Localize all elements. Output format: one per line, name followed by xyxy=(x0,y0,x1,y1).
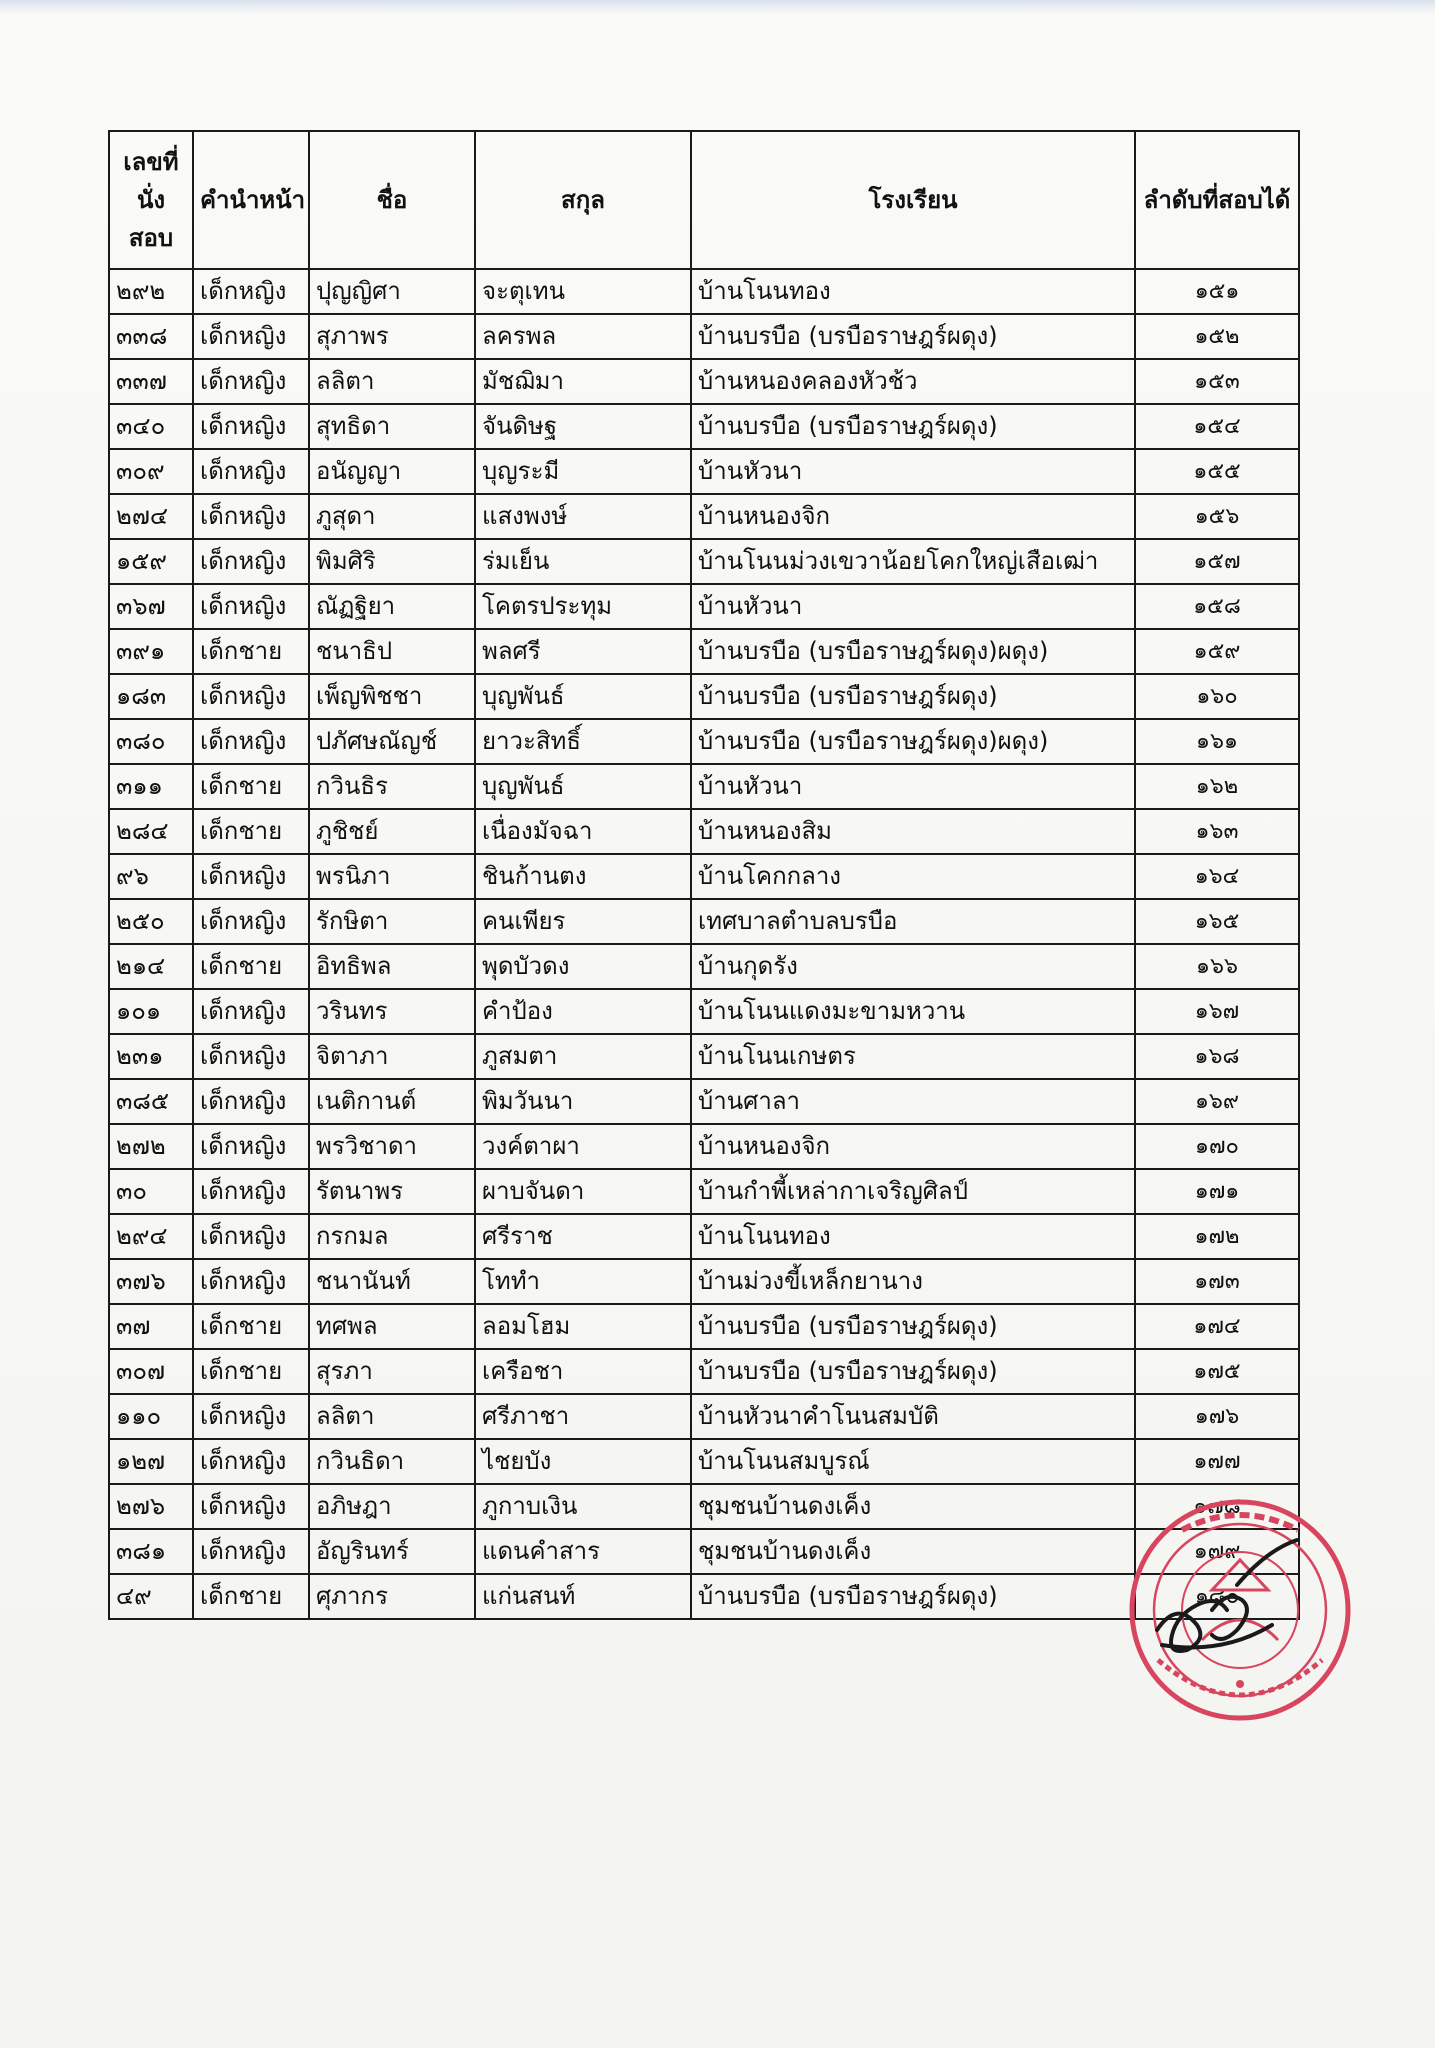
title-cell: เด็กหญิง xyxy=(193,404,309,449)
surname-cell: บุญพันธ์ xyxy=(475,764,691,809)
rank-cell: ๑๖๕ xyxy=(1135,899,1299,944)
name-cell: อนัญญา xyxy=(309,449,475,494)
school-cell: ชุมชนบ้านดงเค็ง xyxy=(691,1529,1135,1574)
rank-cell: ๑๖๘ xyxy=(1135,1034,1299,1079)
rank-cell: ๑๖๑ xyxy=(1135,719,1299,764)
table-header-row xyxy=(109,131,1299,269)
surname-cell: ศรีราช xyxy=(475,1214,691,1259)
seat-number-cell: ๒๘๔ xyxy=(109,809,193,854)
rank-cell: ๑๕๘ xyxy=(1135,584,1299,629)
title-cell: เด็กหญิง xyxy=(193,584,309,629)
school-cell: บ้านม่วงขี้เหล็กยานาง xyxy=(691,1259,1135,1304)
surname-cell: โคตรประทุม xyxy=(475,584,691,629)
seat-number-cell: ๒๓๑ xyxy=(109,1034,193,1079)
seat-number-cell: ๑๑๐ xyxy=(109,1394,193,1439)
name-cell: ปภัศษณัญช์ xyxy=(309,719,475,764)
table-row xyxy=(109,809,1299,854)
rank-cell: ๑๖๙ xyxy=(1135,1079,1299,1124)
table-row xyxy=(109,854,1299,899)
table-body xyxy=(109,269,1299,1619)
school-cell: บ้านบรบือ (บรบือราษฎร์ผดุง) xyxy=(691,314,1135,359)
name-cell: อิทธิพล xyxy=(309,944,475,989)
title-cell: เด็กหญิง xyxy=(193,1439,309,1484)
table-row xyxy=(109,1214,1299,1259)
title-cell: เด็กชาย xyxy=(193,1349,309,1394)
surname-cell: ศรีภาชา xyxy=(475,1394,691,1439)
seat-number-cell: ๓๐๙ xyxy=(109,449,193,494)
seat-number-cell: ๓๔๐ xyxy=(109,404,193,449)
seat-number-cell: ๑๕๙ xyxy=(109,539,193,584)
rank-cell: ๑๖๓ xyxy=(1135,809,1299,854)
surname-cell: แดนคำสาร xyxy=(475,1529,691,1574)
seat-number-cell: ๓๘๑ xyxy=(109,1529,193,1574)
title-cell: เด็กหญิง xyxy=(193,1484,309,1529)
surname-cell: บุญพันธ์ xyxy=(475,674,691,719)
title-cell: เด็กชาย xyxy=(193,629,309,674)
title-cell: เด็กหญิง xyxy=(193,899,309,944)
table-row xyxy=(109,269,1299,314)
name-cell: ทศพล xyxy=(309,1304,475,1349)
school-cell: บ้านบรบือ (บรบือราษฎร์ผดุง)ผดุง) xyxy=(691,719,1135,764)
rank-cell: ๑๗๙ xyxy=(1135,1529,1299,1574)
title-cell: เด็กหญิง xyxy=(193,494,309,539)
surname-cell: บุญระมี xyxy=(475,449,691,494)
rank-cell: ๑๗๒ xyxy=(1135,1214,1299,1259)
seat-number-cell: ๓๐ xyxy=(109,1169,193,1214)
rank-cell: ๑๖๔ xyxy=(1135,854,1299,899)
seat-number-cell: ๑๒๗ xyxy=(109,1439,193,1484)
table-row xyxy=(109,494,1299,539)
title-cell: เด็กหญิง xyxy=(193,1034,309,1079)
title-cell: เด็กหญิง xyxy=(193,269,309,314)
surname-cell: แสงพงษ์ xyxy=(475,494,691,539)
title-cell: เด็กหญิง xyxy=(193,1259,309,1304)
table-row xyxy=(109,1439,1299,1484)
name-cell: ชนานันท์ xyxy=(309,1259,475,1304)
seat-number-cell: ๙๖ xyxy=(109,854,193,899)
school-cell: บ้านหัวนาคำโนนสมบัติ xyxy=(691,1394,1135,1439)
seat-number-cell: ๒๕๐ xyxy=(109,899,193,944)
header-name: ชื่อ xyxy=(309,131,475,269)
title-cell: เด็กหญิง xyxy=(193,674,309,719)
name-cell: กวินธิร xyxy=(309,764,475,809)
title-cell: เด็กชาย xyxy=(193,764,309,809)
name-cell: พรนิภา xyxy=(309,854,475,899)
rank-cell: ๑๖๐ xyxy=(1135,674,1299,719)
school-cell: บ้านกุดรัง xyxy=(691,944,1135,989)
rank-cell: ๑๕๔ xyxy=(1135,404,1299,449)
table-row xyxy=(109,629,1299,674)
table-row xyxy=(109,764,1299,809)
surname-cell: พุดบัวดง xyxy=(475,944,691,989)
school-cell: บ้านศาลา xyxy=(691,1079,1135,1124)
surname-cell: โททำ xyxy=(475,1259,691,1304)
surname-cell: ไชยบัง xyxy=(475,1439,691,1484)
seat-number-cell: ๓๑๑ xyxy=(109,764,193,809)
seat-number-cell: ๓๓๗ xyxy=(109,359,193,404)
surname-cell: คำป้อง xyxy=(475,989,691,1034)
rank-cell: ๑๗๑ xyxy=(1135,1169,1299,1214)
table-row xyxy=(109,1484,1299,1529)
header-surname: สกุล xyxy=(475,131,691,269)
name-cell: ณัฏฐิยา xyxy=(309,584,475,629)
surname-cell: คนเพียร xyxy=(475,899,691,944)
title-cell: เด็กหญิง xyxy=(193,359,309,404)
name-cell: เพ็ญพิชชา xyxy=(309,674,475,719)
title-cell: เด็กหญิง xyxy=(193,1079,309,1124)
seat-number-cell: ๑๘๓ xyxy=(109,674,193,719)
title-cell: เด็กหญิง xyxy=(193,1214,309,1259)
school-cell: บ้านหนองจิก xyxy=(691,1124,1135,1169)
school-cell: บ้านหนองคลองหัวช้ว xyxy=(691,359,1135,404)
rank-cell: ๑๗๗ xyxy=(1135,1439,1299,1484)
table-row xyxy=(109,1574,1299,1619)
title-cell: เด็กหญิง xyxy=(193,989,309,1034)
surname-cell: วงค์ตาผา xyxy=(475,1124,691,1169)
seat-number-cell: ๒๑๔ xyxy=(109,944,193,989)
table-row xyxy=(109,1394,1299,1439)
rank-cell: ๑๗๐ xyxy=(1135,1124,1299,1169)
seat-number-cell: ๓๘๕ xyxy=(109,1079,193,1124)
rank-cell: ๑๗๖ xyxy=(1135,1394,1299,1439)
surname-cell: เครือชา xyxy=(475,1349,691,1394)
table-row xyxy=(109,1529,1299,1574)
title-cell: เด็กชาย xyxy=(193,1574,309,1619)
seat-number-cell: ๓๐๗ xyxy=(109,1349,193,1394)
table-row xyxy=(109,1349,1299,1394)
surname-cell: ภูกาบเงิน xyxy=(475,1484,691,1529)
rank-cell: ๑๖๒ xyxy=(1135,764,1299,809)
title-cell: เด็กหญิง xyxy=(193,314,309,359)
name-cell: วรินทร xyxy=(309,989,475,1034)
rank-cell: ๑๖๖ xyxy=(1135,944,1299,989)
name-cell: รักษิตา xyxy=(309,899,475,944)
rank-cell: ๑๖๗ xyxy=(1135,989,1299,1034)
surname-cell: ยาวะสิทธิ์ xyxy=(475,719,691,764)
school-cell: บ้านกำพี้เหล่ากาเจริญศิลป์ xyxy=(691,1169,1135,1214)
seat-number-cell: ๓๓๘ xyxy=(109,314,193,359)
name-cell: พิมศิริ xyxy=(309,539,475,584)
name-cell: สุรภา xyxy=(309,1349,475,1394)
surname-cell: ร่มเย็น xyxy=(475,539,691,584)
table-row xyxy=(109,359,1299,404)
table-row xyxy=(109,1304,1299,1349)
name-cell: ลลิตา xyxy=(309,359,475,404)
school-cell: บ้านโนนทอง xyxy=(691,1214,1135,1259)
school-cell: บ้านบรบือ (บรบือราษฎร์ผดุง) xyxy=(691,404,1135,449)
school-cell: บ้านโคกกลาง xyxy=(691,854,1135,899)
surname-cell: จันดิษฐ xyxy=(475,404,691,449)
school-cell: บ้านบรบือ (บรบือราษฎร์ผดุง) xyxy=(691,1349,1135,1394)
name-cell: ลลิตา xyxy=(309,1394,475,1439)
school-cell: บ้านโนนทอง xyxy=(691,269,1135,314)
table-row xyxy=(109,719,1299,764)
title-cell: เด็กหญิง xyxy=(193,854,309,899)
title-cell: เด็กหญิง xyxy=(193,719,309,764)
school-cell: บ้านบรบือ (บรบือราษฎร์ผดุง)ผดุง) xyxy=(691,629,1135,674)
surname-cell: พิมวันนา xyxy=(475,1079,691,1124)
school-cell: บ้านโนนสมบูรณ์ xyxy=(691,1439,1135,1484)
seat-number-cell: ๓๙๑ xyxy=(109,629,193,674)
header-rank: ลำดับที่สอบได้ xyxy=(1135,131,1299,269)
rank-cell: ๑๗๔ xyxy=(1135,1304,1299,1349)
rank-cell: ๑๕๒ xyxy=(1135,314,1299,359)
rank-cell: ๑๕๓ xyxy=(1135,359,1299,404)
header-title: คำนำหน้า xyxy=(193,131,309,269)
name-cell: ปุญญิศา xyxy=(309,269,475,314)
table-row xyxy=(109,944,1299,989)
exam-results-table xyxy=(108,130,1300,1620)
table-row xyxy=(109,1259,1299,1304)
school-cell: บ้านบรบือ (บรบือราษฎร์ผดุง) xyxy=(691,674,1135,719)
rank-cell: ๑๗๘ xyxy=(1135,1484,1299,1529)
name-cell: อัญรินทร์ xyxy=(309,1529,475,1574)
rank-cell: ๑๘๐ xyxy=(1135,1574,1299,1619)
table-row xyxy=(109,404,1299,449)
seat-number-cell: ๔๙ xyxy=(109,1574,193,1619)
rank-cell: ๑๗๕ xyxy=(1135,1349,1299,1394)
name-cell: ภูชิชย์ xyxy=(309,809,475,854)
title-cell: เด็กหญิง xyxy=(193,1169,309,1214)
table-row xyxy=(109,1124,1299,1169)
surname-cell: ชินก้านตง xyxy=(475,854,691,899)
title-cell: เด็กชาย xyxy=(193,1304,309,1349)
school-cell: บ้านบรบือ (บรบือราษฎร์ผดุง) xyxy=(691,1574,1135,1619)
surname-cell: จะตุเทน xyxy=(475,269,691,314)
name-cell: กรกมล xyxy=(309,1214,475,1259)
name-cell: อภิษฎา xyxy=(309,1484,475,1529)
table-row xyxy=(109,539,1299,584)
seat-number-cell: ๓๗๖ xyxy=(109,1259,193,1304)
school-cell: ชุมชนบ้านดงเค็ง xyxy=(691,1484,1135,1529)
school-cell: บ้านโนนแดงมะขามหวาน xyxy=(691,989,1135,1034)
name-cell: ภูสุดา xyxy=(309,494,475,539)
name-cell: กวินธิดา xyxy=(309,1439,475,1484)
title-cell: เด็กชาย xyxy=(193,944,309,989)
school-cell: บ้านโนนม่วงเขวาน้อยโคกใหญ่เสือเฒ่า xyxy=(691,539,1135,584)
seat-number-cell: ๒๗๖ xyxy=(109,1484,193,1529)
table-row xyxy=(109,1034,1299,1079)
name-cell: ชนาธิป xyxy=(309,629,475,674)
header-seat-number: เลขที่ นั่ง สอบ xyxy=(109,131,193,269)
name-cell: เนติกานต์ xyxy=(309,1079,475,1124)
seat-number-cell: ๒๗๒ xyxy=(109,1124,193,1169)
surname-cell: พลศรี xyxy=(475,629,691,674)
surname-cell: ลครพล xyxy=(475,314,691,359)
header-school: โรงเรียน xyxy=(691,131,1135,269)
seat-number-cell: ๓๖๗ xyxy=(109,584,193,629)
table-row xyxy=(109,314,1299,359)
name-cell: สุภาพร xyxy=(309,314,475,359)
seat-number-cell: ๒๙๒ xyxy=(109,269,193,314)
school-cell: บ้านหัวนา xyxy=(691,449,1135,494)
surname-cell: ภูสมตา xyxy=(475,1034,691,1079)
surname-cell: เนื่องมัจฉา xyxy=(475,809,691,854)
name-cell: พรวิชาดา xyxy=(309,1124,475,1169)
scan-edge-shadow xyxy=(0,0,1435,14)
table-row xyxy=(109,449,1299,494)
name-cell: ศุภากร xyxy=(309,1574,475,1619)
seat-number-cell: ๓๗ xyxy=(109,1304,193,1349)
title-cell: เด็กหญิง xyxy=(193,1394,309,1439)
seat-number-cell: ๒๙๔ xyxy=(109,1214,193,1259)
surname-cell: แก่นสนท์ xyxy=(475,1574,691,1619)
title-cell: เด็กหญิง xyxy=(193,1529,309,1574)
school-cell: เทศบาลตำบลบรบือ xyxy=(691,899,1135,944)
title-cell: เด็กหญิง xyxy=(193,1124,309,1169)
rank-cell: ๑๕๖ xyxy=(1135,494,1299,539)
rank-cell: ๑๕๕ xyxy=(1135,449,1299,494)
school-cell: บ้านบรบือ (บรบือราษฎร์ผดุง) xyxy=(691,1304,1135,1349)
table-row xyxy=(109,674,1299,719)
name-cell: รัตนาพร xyxy=(309,1169,475,1214)
title-cell: เด็กชาย xyxy=(193,809,309,854)
surname-cell: มัชฌิมา xyxy=(475,359,691,404)
school-cell: บ้านหนองจิก xyxy=(691,494,1135,539)
school-cell: บ้านโนนเกษตร xyxy=(691,1034,1135,1079)
rank-cell: ๑๕๙ xyxy=(1135,629,1299,674)
surname-cell: ผาบจันดา xyxy=(475,1169,691,1214)
surname-cell: ลอมโฮม xyxy=(475,1304,691,1349)
seat-number-cell: ๑๐๑ xyxy=(109,989,193,1034)
rank-cell: ๑๕๑ xyxy=(1135,269,1299,314)
name-cell: สุทธิดา xyxy=(309,404,475,449)
table-row xyxy=(109,1079,1299,1124)
title-cell: เด็กหญิง xyxy=(193,449,309,494)
table-row xyxy=(109,1169,1299,1214)
seat-number-cell: ๒๗๔ xyxy=(109,494,193,539)
table-row xyxy=(109,899,1299,944)
rank-cell: ๑๕๗ xyxy=(1135,539,1299,584)
table-row xyxy=(109,989,1299,1034)
title-cell: เด็กหญิง xyxy=(193,539,309,584)
rank-cell: ๑๗๓ xyxy=(1135,1259,1299,1304)
seat-number-cell: ๓๘๐ xyxy=(109,719,193,764)
table-row xyxy=(109,584,1299,629)
name-cell: จิตาภา xyxy=(309,1034,475,1079)
school-cell: บ้านหัวนา xyxy=(691,764,1135,809)
school-cell: บ้านหัวนา xyxy=(691,584,1135,629)
school-cell: บ้านหนองสิม xyxy=(691,809,1135,854)
